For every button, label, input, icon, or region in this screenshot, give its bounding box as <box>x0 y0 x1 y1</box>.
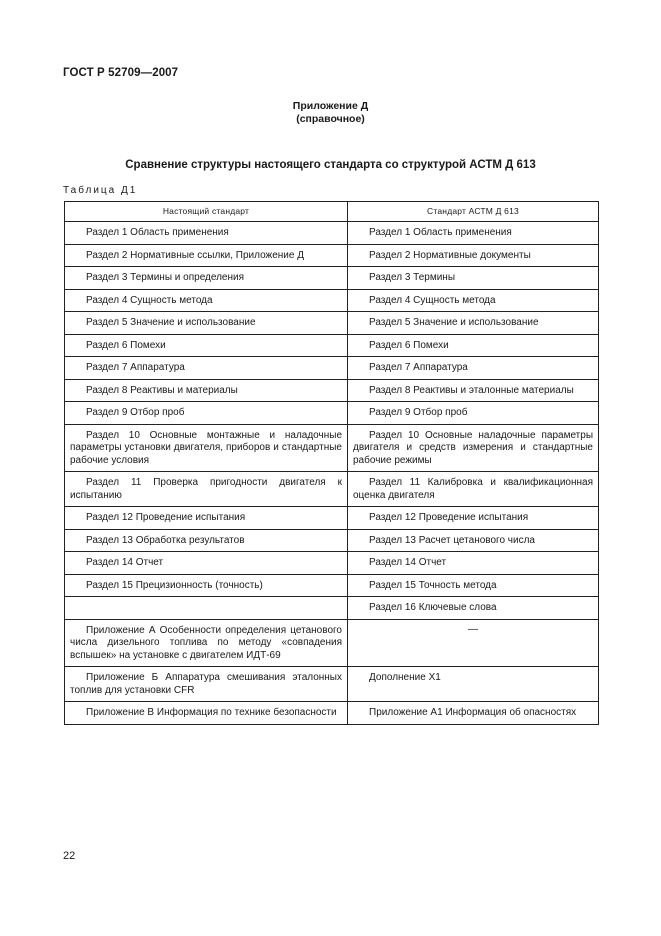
cell-text: Раздел 16 Ключевые слова <box>369 602 497 613</box>
cell-text: Раздел 13 Обработка результатов <box>86 534 245 546</box>
cell-current-standard <box>65 667 348 702</box>
cell-astm-standard <box>348 222 599 245</box>
cell-text: Раздел 6 Помехи <box>86 339 166 351</box>
cell-text: Дополнение Х1 <box>369 672 441 683</box>
table-label: Таблица Д1 <box>63 185 138 196</box>
cell-text: Раздел 2 Нормативные ссылки, Приложение Д <box>86 249 305 261</box>
cell-current-standard <box>65 222 348 245</box>
cell-text <box>70 597 342 606</box>
table-row <box>65 702 599 725</box>
cell-text: Раздел 8 Реактивы и материалы <box>86 384 238 396</box>
cell-text: Раздел 12 Проведение испытания <box>86 512 246 523</box>
cell-current-standard <box>65 312 348 335</box>
table-row <box>65 289 599 312</box>
cell-current-standard <box>65 597 348 620</box>
cell-text: Раздел 11 Проверка пригодности двигателя к испытанию <box>70 477 342 501</box>
cell-astm-standard <box>348 267 599 290</box>
cell-text: Раздел 7 Аппаратура <box>369 362 468 373</box>
table-row <box>65 334 599 357</box>
page-number: 22 <box>63 850 76 862</box>
cell-text: Раздел 1 Область применения <box>86 227 229 238</box>
cell-text: Раздел 13 Расчет цетанового числа <box>369 534 535 546</box>
cell-current-standard <box>65 619 348 667</box>
cell-astm-standard <box>348 289 599 312</box>
cell-text: Раздел 5 Значение и использование <box>86 317 256 328</box>
cell-text: Раздел 12 Проведение испытания <box>369 512 529 523</box>
cell-current-standard <box>65 702 348 725</box>
table-row <box>65 529 599 552</box>
table-header-row <box>65 202 599 222</box>
cell-text: Раздел 4 Сущность метода <box>369 294 496 306</box>
cell-astm-standard <box>348 312 599 335</box>
cell-current-standard <box>65 267 348 290</box>
table-row <box>65 379 599 402</box>
cell-text: Раздел 10 Основные монтажные и наладочные параметры установки двигателя, приборов и стандартные рабочие условия <box>70 429 342 466</box>
cell-text: Раздел 14 Отчет <box>86 557 164 568</box>
cell-text: Раздел 4 Сущность метода <box>86 294 213 306</box>
cell-current-standard <box>65 334 348 357</box>
cell-astm-standard <box>348 597 599 620</box>
cell-text: Раздел 10 Основные наладочные параметры двигателя и средств измерения и стандартные рабочие режимы <box>353 429 593 466</box>
cell-text: Раздел 3 Термины <box>369 272 456 283</box>
cell-text: Приложение А Особенности определения цетанового числа дизельного топлива по методу «совпадения вспышек» на установке с двигателем ИДТ-69 <box>70 624 342 661</box>
column-header-current-standard: Настоящий стандарт <box>65 202 348 222</box>
comparison-table <box>64 201 599 725</box>
cell-text: Раздел 9 Отбор проб <box>86 407 185 418</box>
cell-text: Раздел 7 Аппаратура <box>86 362 185 373</box>
cell-astm-standard <box>348 379 599 402</box>
cell-text: Приложение Б Аппаратура смешивания эталонных топлив для установки CFR <box>70 672 342 696</box>
table-row <box>65 619 599 667</box>
cell-text: Приложение А1 Информация об опасностях <box>369 707 577 718</box>
cell-text: Раздел 8 Реактивы и эталонные материалы <box>369 384 574 396</box>
cell-text: Раздел 14 Отчет <box>369 557 447 568</box>
cell-text: Раздел 11 Калибровка и квалификационная оценка двигателя <box>353 477 593 501</box>
appendix-subtitle: (справочное) <box>296 113 365 125</box>
cell-current-standard <box>65 507 348 530</box>
cell-astm-standard <box>348 402 599 425</box>
appendix-title: Приложение Д <box>292 100 369 112</box>
table-row <box>65 244 599 267</box>
cell-astm-standard <box>348 702 599 725</box>
table-row <box>65 667 599 702</box>
cell-text: Раздел 5 Значение и использование <box>369 317 539 328</box>
cell-text: Раздел 15 Точность метода <box>369 579 497 591</box>
table-row <box>65 574 599 597</box>
table-row <box>65 402 599 425</box>
table-row <box>65 424 599 472</box>
cell-text: Раздел 2 Нормативные документы <box>369 249 531 261</box>
cell-current-standard <box>65 424 348 472</box>
table-row <box>65 267 599 290</box>
table-row <box>65 222 599 245</box>
table-row <box>65 312 599 335</box>
cell-current-standard <box>65 357 348 380</box>
table-row <box>65 552 599 575</box>
cell-astm-standard <box>348 334 599 357</box>
cell-text: Раздел 15 Прецизионность (точность) <box>86 579 263 591</box>
document-code: ГОСТ Р 52709—2007 <box>63 67 179 79</box>
cell-current-standard <box>65 529 348 552</box>
column-header-astm-standard: Стандарт АСТМ Д 613 <box>348 202 599 222</box>
cell-astm-standard <box>348 529 599 552</box>
cell-current-standard <box>65 244 348 267</box>
cell-text: Раздел 6 Помехи <box>369 339 449 351</box>
cell-current-standard <box>65 379 348 402</box>
cell-current-standard <box>65 552 348 575</box>
cell-astm-standard <box>348 667 599 702</box>
cell-astm-standard <box>348 357 599 380</box>
cell-astm-standard <box>348 619 599 667</box>
appendix-heading <box>0 100 661 126</box>
cell-text: Раздел 9 Отбор проб <box>369 407 468 418</box>
cell-text: Раздел 1 Область применения <box>369 227 512 238</box>
cell-current-standard <box>65 574 348 597</box>
table-row <box>65 472 599 507</box>
table-row <box>65 357 599 380</box>
cell-astm-standard <box>348 552 599 575</box>
table-row <box>65 507 599 530</box>
cell-astm-standard <box>348 574 599 597</box>
cell-text: Приложение В Информация по технике безопасности <box>86 707 337 718</box>
cell-current-standard <box>65 289 348 312</box>
cell-astm-standard <box>348 424 599 472</box>
table-row <box>65 597 599 620</box>
section-title: Сравнение структуры настоящего стандарта со структурой АСТМ Д 613 <box>125 159 536 171</box>
cell-text: — <box>468 623 478 635</box>
cell-current-standard <box>65 472 348 507</box>
cell-current-standard <box>65 402 348 425</box>
cell-astm-standard <box>348 244 599 267</box>
cell-astm-standard <box>348 472 599 507</box>
cell-text: Раздел 3 Термины и определения <box>86 272 245 283</box>
cell-astm-standard <box>348 507 599 530</box>
